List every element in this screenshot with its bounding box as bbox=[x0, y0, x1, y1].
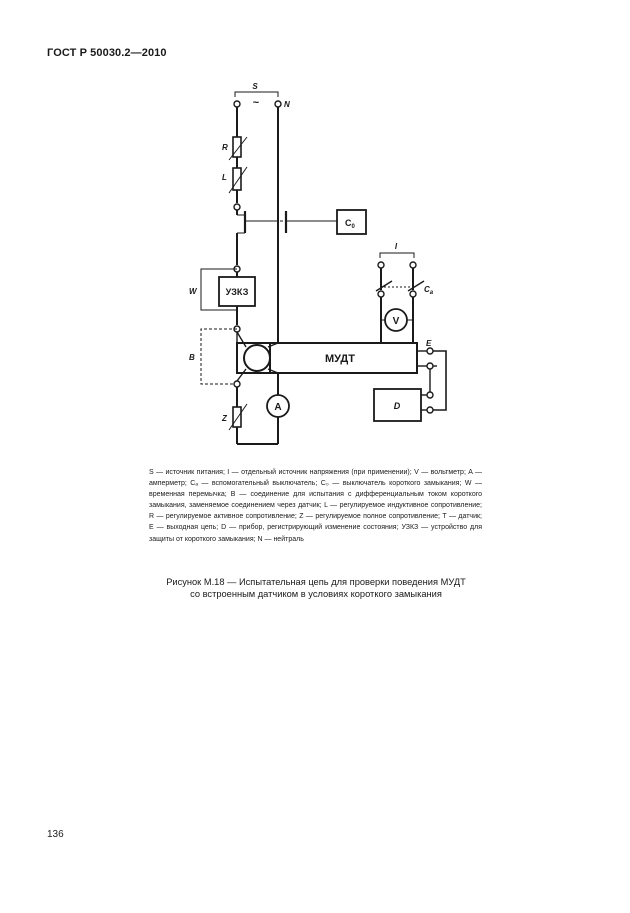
label-b: B bbox=[189, 353, 195, 362]
label-i: I bbox=[394, 242, 398, 251]
legend-text: S — источник питания; I — отдельный источник напряжения (при применении); V — вольтметр; A — амперметр; Cₐ — вспомогательный выключатель; C₀ — выключатель короткого замыкания; W — временная перемычка; B — соединение для испытания с дифференциальным током короткого замыкания, заменяемое соединением через датчик; L — регулируемое индуктивное сопротивление; R — регулируемое активное сопротивление; Z — регулируемое полное сопротивление; T — датчик; E — выходная цепь; D — прибор, регистрирующий изменение состояния; УЗКЗ — устройство для защиты от короткого замыкания; N — нейтраль bbox=[149, 469, 482, 543]
label-e: E bbox=[426, 339, 432, 348]
label-mudt: МУДТ bbox=[324, 353, 356, 365]
figure-caption bbox=[140, 576, 492, 600]
label-c0: $C_0$ bbox=[345, 218, 355, 230]
label-d: D bbox=[393, 401, 401, 411]
label-l: L bbox=[222, 173, 227, 182]
label-s: S bbox=[252, 82, 258, 91]
label-w: W bbox=[189, 287, 197, 296]
document-header: ГОСТ Р 50030.2—2010 bbox=[47, 47, 167, 59]
label-z: Z bbox=[222, 414, 227, 423]
label-r: R bbox=[222, 143, 228, 152]
label-tilde: ~ bbox=[252, 97, 260, 109]
label-ca: $C_a$ bbox=[424, 285, 434, 296]
caption-line-2: со встроенным датчиком в условиях короткого замыкания bbox=[190, 589, 442, 599]
page-number: 136 bbox=[47, 829, 64, 840]
label-v: V bbox=[392, 316, 400, 327]
label-a: A bbox=[274, 402, 282, 413]
label-uzkz: УЗКЗ bbox=[225, 287, 249, 297]
caption-line-1: Рисунок М.18 — Испытательная цепь для проверки поведения МУДТ bbox=[166, 577, 466, 587]
figure-legend bbox=[149, 467, 482, 545]
label-n: N bbox=[284, 100, 290, 109]
